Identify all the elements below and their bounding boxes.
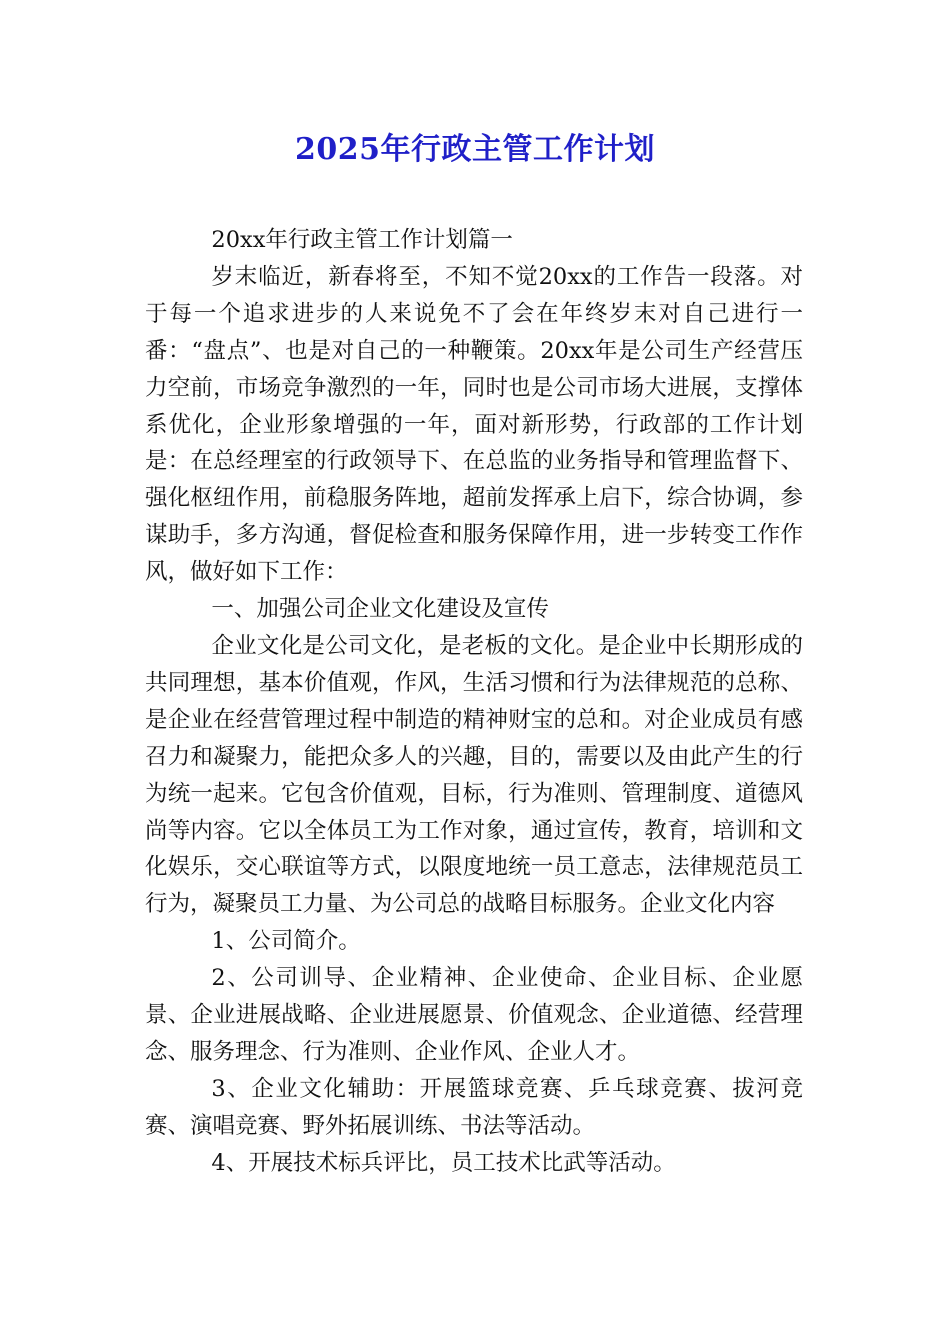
section-heading-culture: 一、加强公司企业文化建设及宣传 xyxy=(211,596,549,623)
document-body xyxy=(145,222,803,1182)
list-item-2: 2、公司训导、企业精神、企业使命、企业目标、企业愿景、企业进展战略、企业进展愿景、价值观念、企业道德、经营理念、服务理念、行为准则、企业作风、企业人才。 xyxy=(145,965,803,1065)
list-item-1: 1、公司简介。 xyxy=(211,928,361,955)
section-heading-plan: 20xx年行政主管工作计划篇一 xyxy=(211,227,513,253)
paragraph-culture: 企业文化是公司文化，是老板的文化。是企业中长期形成的共同理想，基本价值观，作风，生活习惯和行为法律规范的总称、是企业在经营管理过程中制造的精神财宝的总和。对企业成员有感召力和凝聚力，能把众多人的兴趣，目的，需要以及由此产生的行为统一起来。它包含价值观，目标，行为准则、管理制度、道德风尚等内容。它以全体员工为工作对象，通过宣传，教育，培训和文化娱乐，交心联谊等方式，以限度地统一员工意志，法律规范员工行为，凝聚员工力量、为公司总的战略目标服务。企业文化内容 xyxy=(145,632,803,918)
paragraph-intro: 岁末临近，新春将至，不知不觉20xx的工作告一段落。对于每一个追求进步的人来说免不了会在年终岁末对自己进行一番：“盘点”、也是对自己的一种鞭策。20xx年是公司生产经营压力空前，市场竞争激烈的一年，同时也是公司市场大进展，支撑体系优化，企业形象增强的一年，面对新形势，行政部的工作计划是：在总经理室的行政领导下、在总监的业务指导和管理监督下、强化枢纽作用，前稳服务阵地，超前发挥承上启下，综合协调，参谋助手，多方沟通，督促检查和服务保障作用，进一步转变工作作风，做好如下工作： xyxy=(145,263,803,586)
list-item-4: 4、开展技术标兵评比，员工技术比武等活动。 xyxy=(211,1149,676,1176)
list-item-3: 3、企业文化辅助：开展篮球竞赛、乒乓球竞赛、拔河竞赛、演唱竞赛、野外拓展训练、书法等活动。 xyxy=(145,1075,803,1139)
document-title: 2025年行政主管工作计划 xyxy=(295,132,655,167)
